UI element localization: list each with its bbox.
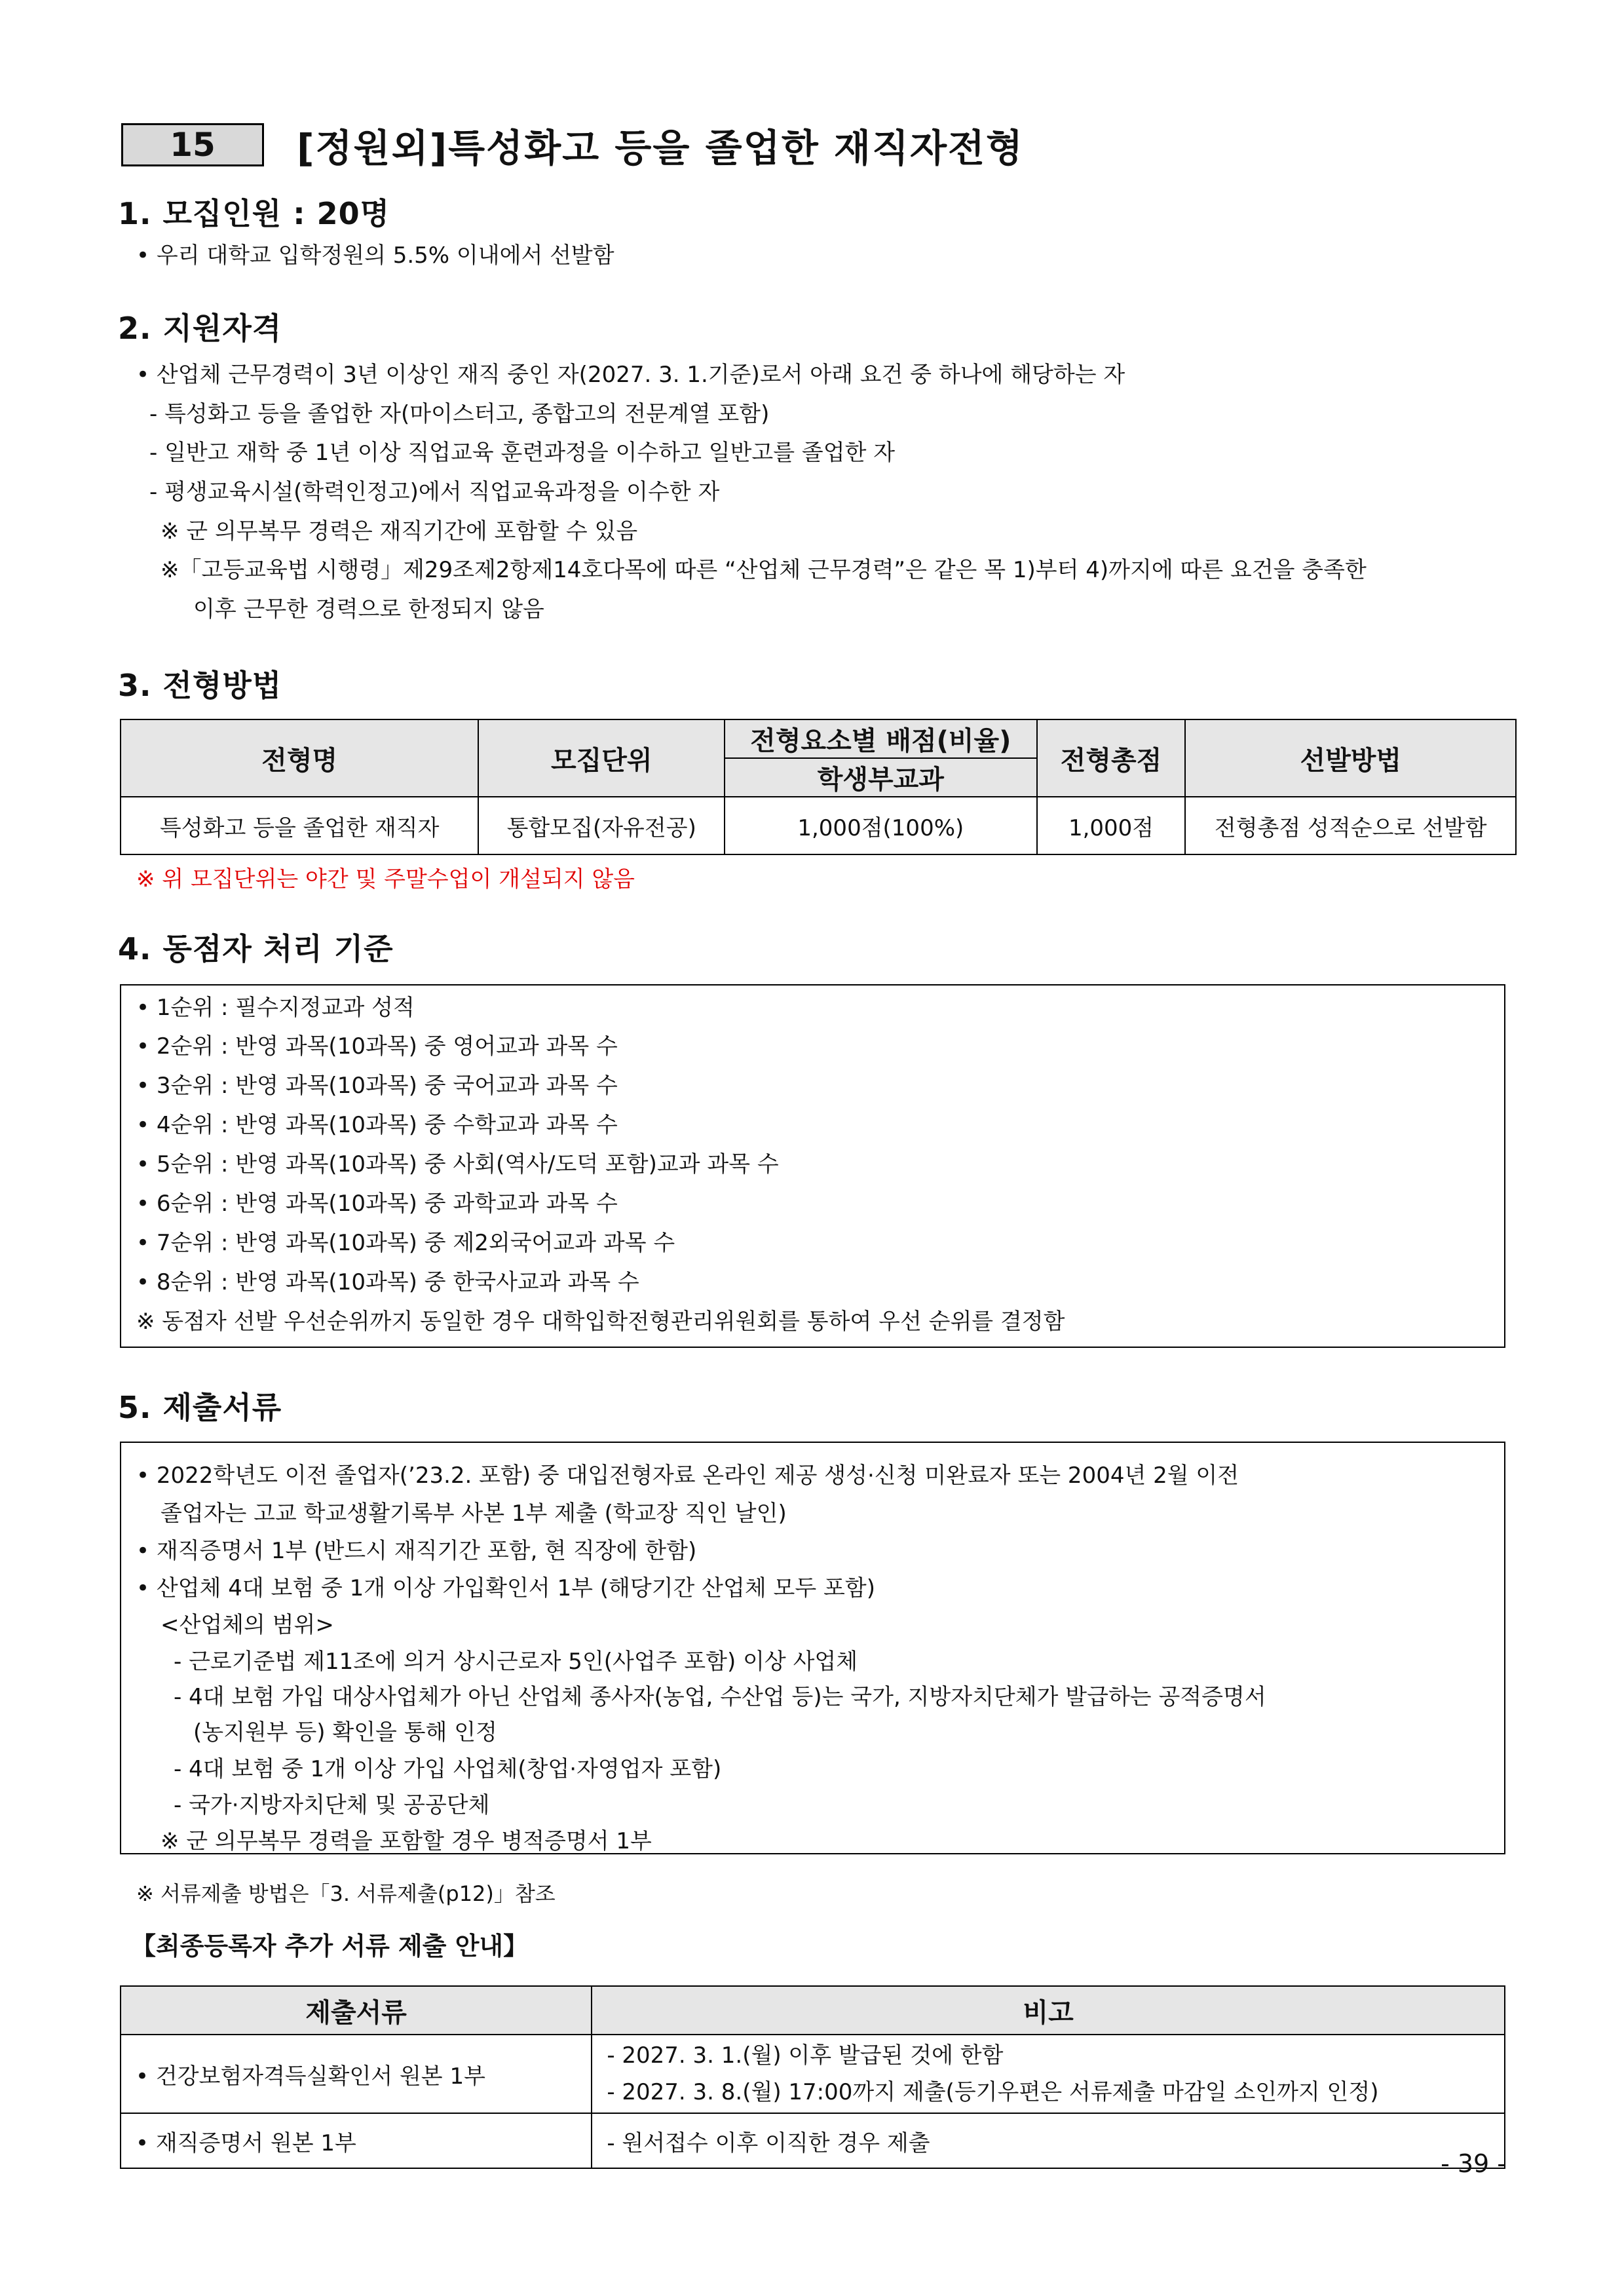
td-doc: • 재직증명서 원본 1부 [121,2113,592,2168]
selection-method-table [120,719,1517,855]
s2-line: ※ 군 의무복무 경력은 재직기간에 포함할 수 있음 [161,518,638,545]
th-doc: 제출서류 [121,1986,592,2035]
s5-line: <산업체의 범위> [161,1612,334,1638]
final-docs-title: 【최종등록자 추가 서류 제출 안내】 [131,1932,529,1961]
s4-line: • 3순위 : 반영 과목(10과목) 중 국어교과 과목 수 [136,1073,618,1099]
s2-line: ※「고등교육법 시행령」제29조제2항제14호다목에 따른 “산업체 근무경력”은 같은 목 1)부터 4)까지에 따른 요건을 충족한 [161,557,1367,583]
s4-line: • 4순위 : 반영 과목(10과목) 중 수학교과 과목 수 [136,1112,618,1138]
th-note: 비고 [592,1986,1505,2035]
s2-line: • 산업체 근무경력이 3년 이상인 재직 중인 자(2027. 3. 1.기준)로서 아래 요건 중 하나에 해당하는 자 [136,362,1125,388]
s5-line: • 산업체 4대 보험 중 1개 이상 가입확인서 1부 (해당기간 산업체 모두 포함) [136,1575,875,1601]
section-3-title: 3. 전형방법 [118,668,282,703]
note-line: - 2027. 3. 1.(월) 이후 발급된 것에 한함 [607,2042,1004,2069]
section-number-badge: 15 [121,123,264,166]
th-unit: 모집단위 [478,719,725,797]
final-docs-table [120,1985,1505,2169]
section-5-title: 5. 제출서류 [118,1390,282,1425]
note-line: - 2027. 3. 8.(월) 17:00까지 제출(등기우편은 서류제출 마감일 소인까지 인정) [607,2079,1379,2105]
s3-note: ※ 위 모집단위는 야간 및 주말수업이 개설되지 않음 [136,866,635,892]
td-notes [592,2035,1505,2113]
s5-line: (농지원부 등) 확인을 통해 인정 [193,1719,497,1746]
page-title: [정원외]특성화고 등을 졸업한 재직자전형 [297,126,1025,170]
s5-line: • 재직증명서 1부 (반드시 재직기간 포함, 현 직장에 한함) [136,1538,697,1564]
td-unit: 통합모집(자유전공) [478,797,725,854]
th-total: 전형총점 [1037,719,1186,797]
s5-note: ※ 서류제출 방법은「3. 서류제출(p12)」참조 [136,1881,556,1906]
s2-line: - 평생교육시설(학력인정고)에서 직업교육과정을 이수한 자 [149,479,720,505]
td-doc: • 건강보험자격득실확인서 원본 1부 [121,2035,592,2113]
td-notes [592,2113,1505,2168]
th-score-sub: 학생부교과 [725,758,1037,797]
s4-line: • 1순위 : 필수지정교과 성적 [136,995,415,1021]
td-method: 전형총점 성적순으로 선발함 [1185,797,1516,854]
page-number: - 39 - [1441,2149,1506,2178]
section-1-title: 1. 모집인원 : 20명 [118,196,390,231]
s2-line: - 특성화고 등을 졸업한 자(마이스터고, 종합고의 전문계열 포함) [149,401,770,427]
s5-line: - 4대 보험 중 1개 이상 가입 사업체(창업·자영업자 포함) [174,1756,722,1782]
td-score: 1,000점(100%) [725,797,1037,854]
td-total: 1,000점 [1037,797,1186,854]
s2-line: 이후 근무한 경력으로 한정되지 않음 [193,596,544,622]
th-score-group: 전형요소별 배점(비율) [725,719,1037,758]
s4-line: • 2순위 : 반영 과목(10과목) 중 영어교과 과목 수 [136,1033,618,1060]
s1-line: • 우리 대학교 입학정원의 5.5% 이내에서 선발함 [136,242,614,269]
th-name: 전형명 [121,719,478,797]
page-header [121,120,1024,170]
s5-line: • 2022학년도 이전 졸업자(’23.2. 포함) 중 대입전형자료 온라인 제공 생성·신청 미완료자 또는 2004년 2월 이전 [136,1463,1239,1489]
s2-line: - 일반고 재학 중 1년 이상 직업교육 훈련과정을 이수하고 일반고를 졸업한 자 [149,440,896,466]
s4-line: ※ 동점자 선발 우선순위까지 동일한 경우 대학입학전형관리위원회를 통하여 우선 순위를 결정함 [136,1309,1065,1335]
s5-line: - 근로기준법 제11조에 의거 상시근로자 5인(사업주 포함) 이상 사업체 [174,1649,858,1675]
s4-line: • 5순위 : 반영 과목(10과목) 중 사회(역사/도덕 포함)교과 과목 수 [136,1151,779,1177]
td-name: 특성화고 등을 졸업한 재직자 [121,797,478,854]
th-method: 선발방법 [1185,719,1516,797]
note-line: - 원서접수 이후 이직한 경우 제출 [607,2130,930,2156]
s5-line: 졸업자는 고교 학교생활기록부 사본 1부 제출 (학교장 직인 날인) [161,1501,787,1527]
s4-line: • 7순위 : 반영 과목(10과목) 중 제2외국어교과 과목 수 [136,1230,675,1256]
s5-line: ※ 군 의무복무 경력을 포함할 경우 병적증명서 1부 [161,1828,652,1854]
s4-line: • 6순위 : 반영 과목(10과목) 중 과학교과 과목 수 [136,1191,618,1217]
section-4-title: 4. 동점자 처리 기준 [118,931,394,966]
s5-line: - 4대 보험 가입 대상사업체가 아닌 산업체 종사자(농업, 수산업 등)는 국가, 지방자치단체가 발급하는 공적증명서 [174,1684,1266,1710]
section-2-title: 2. 지원자격 [118,311,282,346]
s4-line: • 8순위 : 반영 과목(10과목) 중 한국사교과 과목 수 [136,1269,639,1295]
s5-line: - 국가·지방자치단체 및 공공단체 [174,1792,490,1818]
